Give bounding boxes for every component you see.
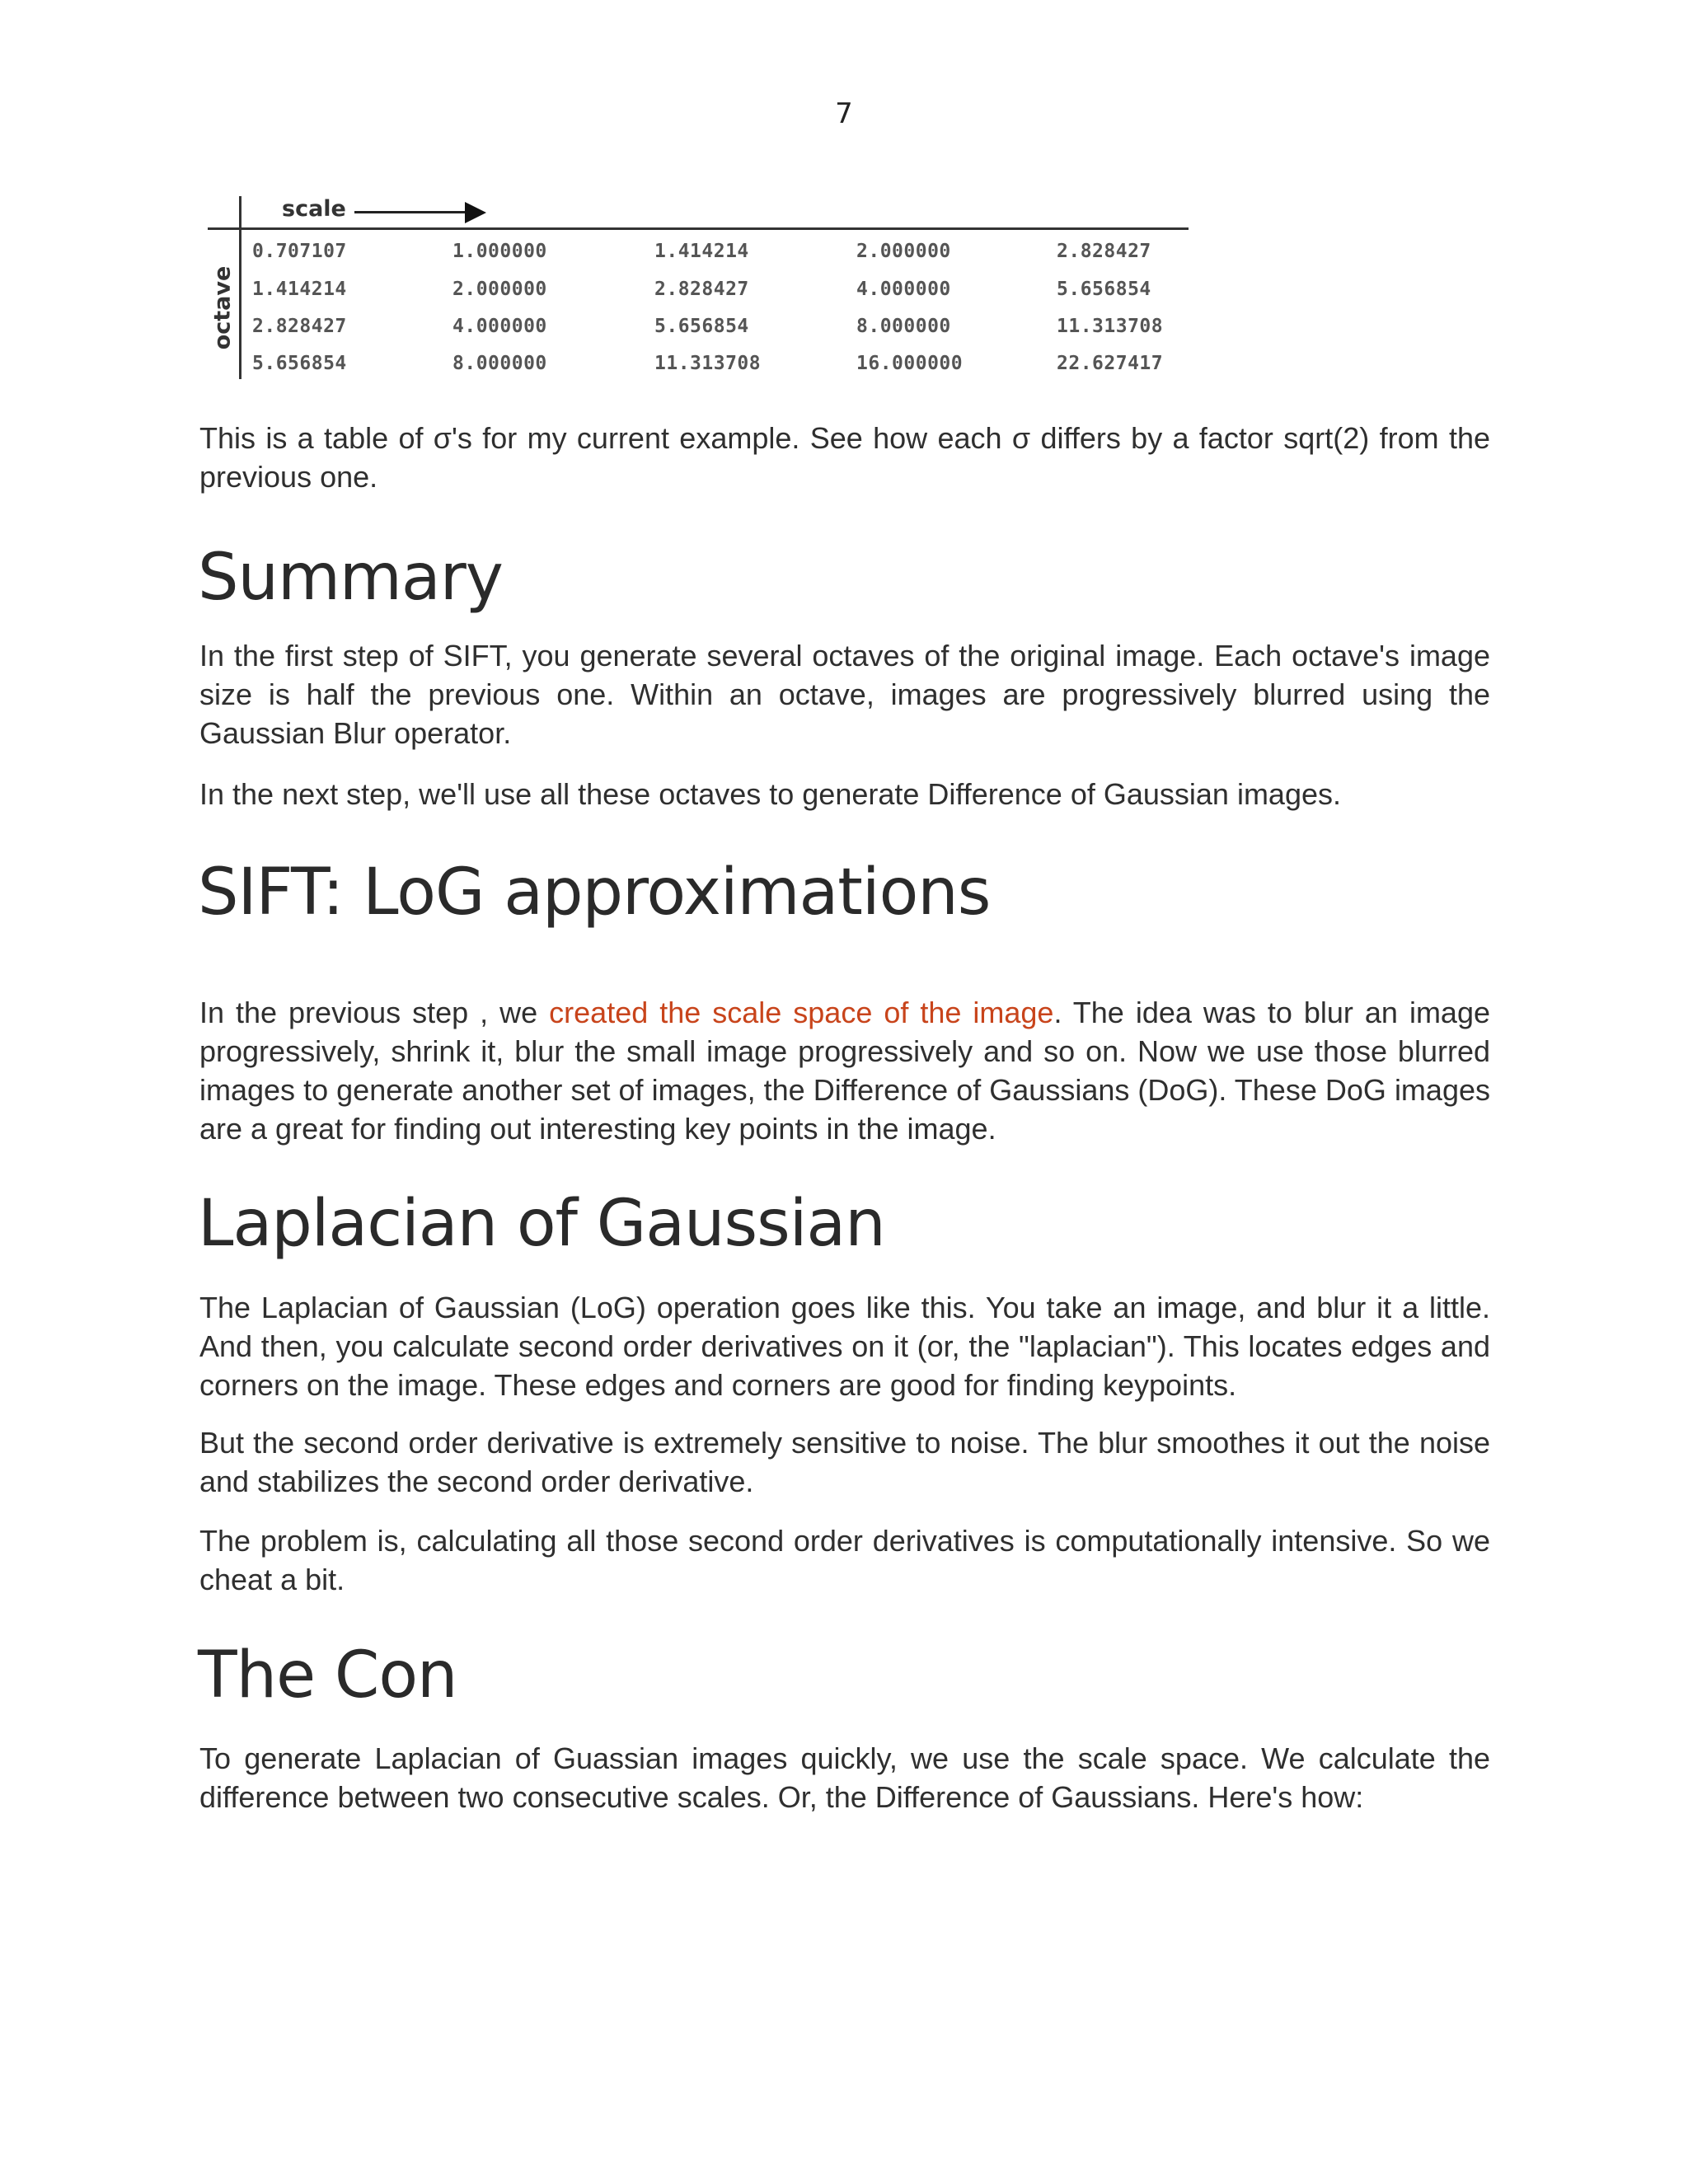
scale-axis-label: scale [282,196,346,222]
table-cell: 2.828427 [1057,241,1151,262]
table-cell: 5.656854 [1057,279,1151,300]
table-side-rule [239,196,241,379]
table-cell: 22.627417 [1057,353,1164,374]
table-cell: 8.000000 [452,353,547,374]
table-cell: 1.000000 [452,241,547,262]
table-header-rule [208,227,1189,230]
table-cell: 16.000000 [856,353,964,374]
paragraph-text: In the previous step , we [199,996,550,1029]
heading-laplacian-of-gaussian: Laplacian of Gaussian [198,1187,885,1261]
heading-the-con: The Con [198,1638,457,1713]
laplacian-paragraph-1: The Laplacian of Gaussian (LoG) operation goes like this. You take an image, and blur it a little. And then, you calculate second order derivatives on it (or, the "laplacian"). This locates edges and corners on the image. These edges and corners are good for finding keypoints. [199,1291,1490,1402]
table-cell: 1.414214 [252,279,347,300]
table-cell: 11.313708 [1057,316,1164,337]
laplacian-paragraph-2: But the second order derivative is extremely sensitive to noise. The blur smoothes it out the noise and stabilizes the second order derivative. [199,1426,1490,1498]
sigma-table [201,191,1190,382]
the-con-paragraph: To generate Laplacian of Guassian images quickly, we use the scale space. We calculate the difference between two consecutive scales. Or, the Difference of Gaussians. Here's how: [199,1741,1490,1814]
table-caption: This is a table of σ's for my current example. See how each σ differs by a factor sqrt(2) from the previous one. [199,421,1490,494]
table-cell: 8.000000 [856,316,951,337]
paragraph-text: . The idea was to blur an image progressively, shrink it, blur the small image progressively and so on. Now we use those blurred images to generate another set of images, the Difference of Gaussians (DoG). These DoG images are a great for finding out interesting key points in the image. [199,996,1490,1146]
table-cell: 2.000000 [452,279,547,300]
log-approx-paragraph [199,993,1490,1148]
table-cell: 0.707107 [252,241,347,262]
table-cell: 4.000000 [452,316,547,337]
scale-arrow-icon [354,211,478,213]
scale-space-link[interactable]: created the scale space of the image [549,996,1054,1029]
table-cell: 2.000000 [856,241,951,262]
table-cell: 5.656854 [654,316,749,337]
table-cell: 5.656854 [252,353,347,374]
summary-paragraph-2: In the next step, we'll use all these octaves to generate Difference of Gaussian images. [199,777,1341,811]
table-cell: 1.414214 [654,241,749,262]
table-cell: 4.000000 [856,279,951,300]
table-cell: 2.828427 [252,316,347,337]
heading-log-approximations: SIFT: LoG approximations [198,855,991,930]
heading-summary: Summary [198,541,503,615]
arrowhead-icon [465,202,486,223]
page-number: 7 [835,97,853,130]
laplacian-paragraph-3: The problem is, calculating all those second order derivatives is computationally intensive. So we cheat a bit. [199,1524,1490,1596]
summary-paragraph-1: In the first step of SIFT, you generate several octaves of the original image. Each octave's image size is half the previous one. Within an octave, images are progressively blurred using the Gaussian Blur operator. [199,639,1490,750]
table-cell: 2.828427 [654,279,749,300]
table-cell: 11.313708 [654,353,762,374]
octave-axis-label: octave [209,265,236,350]
